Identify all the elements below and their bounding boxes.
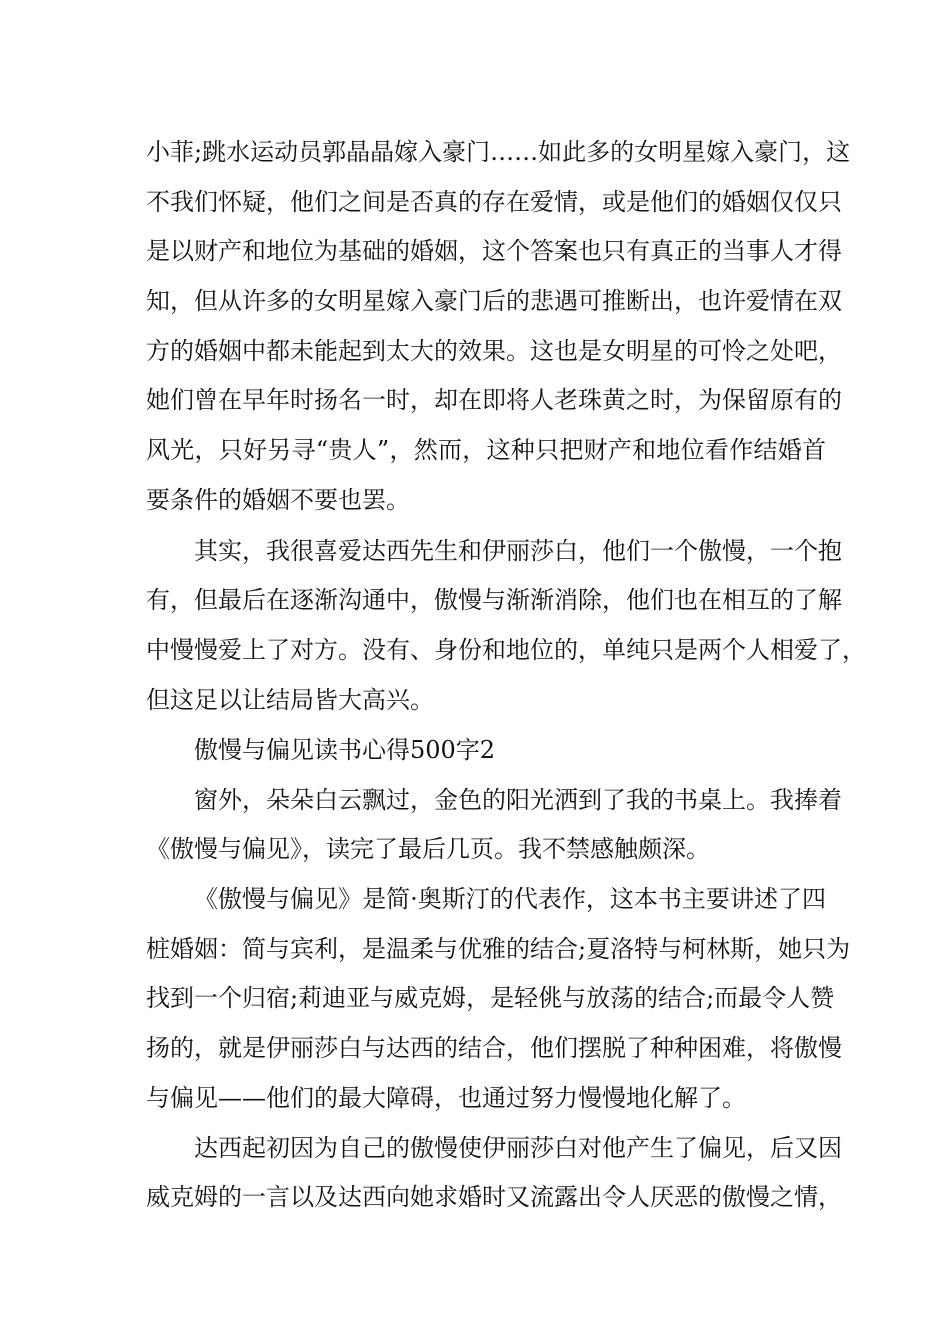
text-line: 其实，我很喜爱达西先生和伊丽莎白，他们一个傲慢，一个抱: [194, 537, 842, 565]
text-line: 《傲慢与偏见》是简·奥斯汀的代表作，这本书主要讲述了四: [194, 885, 826, 913]
text-line: 风光，只好另寻“贵人”，然而，这种只把财产和地位看作结婚首: [146, 436, 826, 464]
text-line: 有，但最后在逐渐沟通中，傲慢与渐渐消除，他们也在相互的了解: [146, 586, 842, 614]
text-line: 她们曾在早年时扬名一时，却在即将人老珠黄之时，为保留原有的: [146, 386, 842, 414]
section-heading: 傲慢与偏见读书心得500字2: [194, 736, 496, 764]
text-line: 小菲;跳水运动员郭晶晶嫁入豪门……如此多的女明星嫁入豪门，这: [146, 138, 851, 166]
text-line: 窗外，朵朵白云飘过，金色的阳光洒到了我的书桌上。我捧着: [194, 786, 842, 814]
text-line: 不我们怀疑，他们之间是否真的存在爱情，或是他们的婚姻仅仅只: [146, 188, 842, 216]
text-line: 找到一个归宿;莉迪亚与威克姆，是轻佻与放荡的结合;而最令人赞: [146, 984, 835, 1012]
text-line: 知，但从许多的女明星嫁入豪门后的悲遇可推断出，也许爱情在双: [146, 287, 842, 315]
text-line: 要条件的婚姻不要也罢。: [146, 486, 410, 514]
text-line: 威克姆的一言以及达西向她求婚时又流露出令人厌恶的傲慢之情，: [146, 1183, 842, 1211]
text-line: 桩婚姻：简与宾利，是温柔与优雅的结合;夏洛特与柯林斯，她只为: [146, 935, 851, 963]
text-line: 扬的，就是伊丽莎白与达西的结合，他们摆脱了种种困难，将傲慢: [146, 1034, 842, 1062]
text-line: 与偏见——他们的最大障碍，也通过努力慢慢地化解了。: [146, 1084, 746, 1112]
text-line: 达西起初因为自己的傲慢使伊丽莎白对他产生了偏见，后又因: [194, 1134, 842, 1162]
text-line: 方的婚姻中都未能起到太大的效果。这也是女明星的可怜之处吧，: [146, 337, 842, 365]
text-line: 但这足以让结局皆大高兴。: [146, 686, 434, 714]
text-line: 《傲慢与偏见》，读完了最后几页。我不禁感触颇深。: [146, 835, 710, 863]
text-line: 是以财产和地位为基础的婚姻，这个答案也只有真正的当事人才得: [146, 237, 842, 265]
text-line: 中慢慢爱上了对方。没有、身份和地位的，单纯只是两个人相爱了，: [146, 636, 866, 664]
